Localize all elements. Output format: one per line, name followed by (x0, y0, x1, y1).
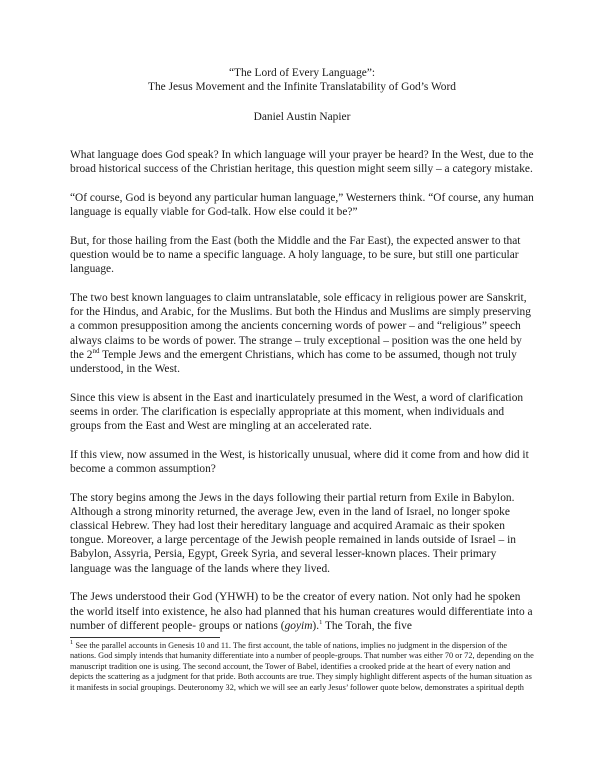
paragraph-3: But, for those hailing from the East (both the Middle and the Far East), the expected answer to that question would be to name a specific language. A holy language, to be sure, but still one particular language. (70, 234, 521, 276)
paragraph-4-text-a: The two best known languages to claim untranslatable, sole efficacy in religious power are Sanskrit, for the Hindus, and Arabic, for the Muslims. But both the Hindus and Muslims are simply preserving a common presupposition among the ancients concerning words of power – and “religious” speech always claims to be words of power. The strange – truly exceptional – position was the one held by the 2 (70, 291, 531, 361)
paragraph-5: Since this view is absent in the East and inarticulately presumed in the West, a word of clarification seems in order. The clarification is especially appropriate at this moment, when individuals and groups from the East and West are mingling at an accelerated rate. (70, 391, 524, 433)
paragraph-1: What language does God speak? In which language will your prayer be heard? In the West, due to the broad historical success of the Christian heritage, this question might seem silly – a category mistake. (70, 149, 534, 176)
footnote-divider (70, 637, 220, 638)
title-line-1: “The Lord of Every Language”: (228, 67, 376, 79)
paragraph-4 (70, 291, 534, 376)
footnote-reference[interactable]: 1 (319, 618, 323, 626)
paragraph-8-text-c: The Torah, the five (322, 619, 412, 632)
paragraph-7: The story begins among the Jews in the days following their partial return from Exile in Babylon. Although a strong minority returned, the average Jew, even in the land of Israel, no longer spoke classical Hebrew. They had lost their hereditary language and acquired Aramaic as their spoken tongue. Moreover, a large percentage of the Jewish people remained in lands outside of Israel – in Babylon, Assyria, Persia, Egypt, Greek Syria, and several lesser-known places. Their primary language was the language of the lands where they lived. (70, 491, 516, 575)
paragraph-8 (70, 590, 534, 633)
footnote-text: See the parallel accounts in Genesis 10 and 11. The first account, the table of nations, implies no judgment in the dispersion of the nations. God simply intends that humanity differentiate into a number of people-groups. That number was either 70 or 72, depending on the manuscript tradition one is using. The second account, the Tower of Babel, identifies a crooked pride at the heart of every nation and depicts the scattering as a judgment for that pride. Both accounts are true. They simply highlight different aspects of the human situation as it manifests in social groupings. Deuteronomy 32, which we will see an early Jesus’ follower quote below, demonstrates a spiritual depth (70, 640, 534, 692)
footnote (70, 641, 534, 694)
document-title (70, 66, 534, 94)
italic-term: goyim (284, 619, 313, 632)
paragraph-6: If this view, now assumed in the West, is historically unusual, where did it come from and how did it become a common assumption? (70, 448, 529, 475)
document-page (70, 66, 534, 693)
ordinal-superscript: nd (92, 346, 100, 355)
paragraph-8-text-a: The Jews understood their God (YHWH) to be the creator of every nation. Not only had he spoken the world itself into existence, he also had planned that his human creatures would differentiate into a number of different people- groups or nations ( (70, 591, 533, 632)
document-author: Daniel Austin Napier (253, 111, 351, 123)
paragraph-8-text-b: ). (312, 619, 320, 632)
paragraph-2: “Of course, God is beyond any particular human language,” Westerners think. “Of course, any human language is equally viable for God-talk. How else could it be?” (70, 191, 534, 219)
footnote-number: 1 (70, 639, 74, 647)
title-line-2: The Jesus Movement and the Infinite Translatability of God’s Word (148, 81, 456, 93)
paragraph-4-text-b: Temple Jews and the emergent Christians, which has come to be assumed, though not truly understood, in the West. (70, 348, 517, 375)
